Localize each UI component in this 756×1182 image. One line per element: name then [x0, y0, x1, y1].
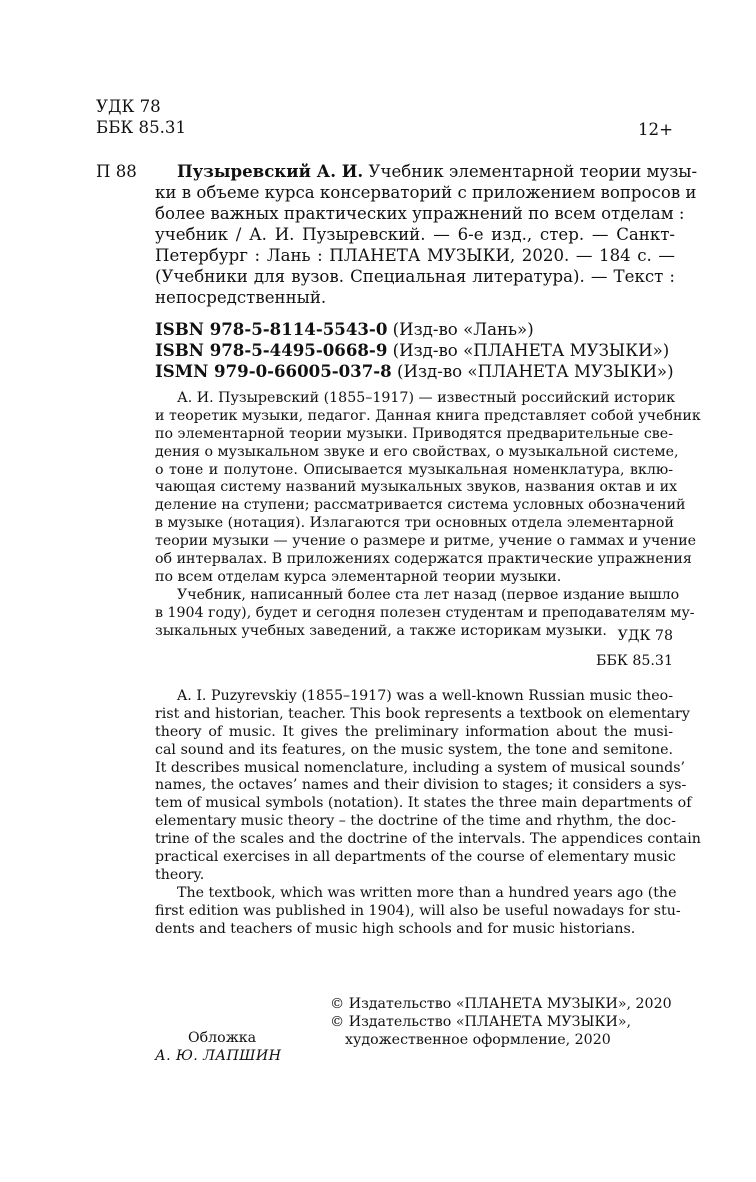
- catalog-author: Пузыревский А. И.: [177, 161, 364, 181]
- cover-label: Обложка: [188, 1030, 257, 1046]
- catalog-entry-line: (Учебники для вузов. Специальная литература). — Текст :: [155, 267, 675, 286]
- isbn-publisher: (Изд-во «Лань»): [387, 320, 534, 339]
- abstract-en-line: It describes musical nomenclature, including a system of musical sounds’: [155, 759, 685, 776]
- abstract-ru-line: в 1904 году), будет и сегодня полезен студентам и преподавателям му-: [155, 604, 695, 621]
- copyright-1: © Издательство «ПЛАНЕТА МУЗЫКИ», 2020: [330, 996, 672, 1012]
- abstract-ru-line: чающая систему названий музыкальных звуков, названия октав и их: [155, 479, 678, 496]
- abstract-ru-line: дения о музыкальном звуке и его свойствах, о музыкальной системе,: [155, 443, 679, 460]
- abstract-ru-line: по элементарной теории музыки. Приводятся предварительные све-: [155, 425, 673, 442]
- abstract-en-line: A. I. Puzyrevskiy (1855–1917) was a well-known Russian music theo-: [177, 688, 673, 704]
- catalog-entry-line: непосредственный.: [155, 288, 327, 307]
- abstract-ru-line: А. И. Пузыревский (1855–1917) — известный российский историк: [177, 390, 676, 406]
- udk-code: УДК 78: [96, 97, 161, 116]
- isbn-line: [155, 340, 674, 361]
- copyright-2-continued: художественное оформление, 2020: [345, 1032, 611, 1048]
- abstract-ru-line: об интервалах. В приложениях содержатся практические упражнения: [155, 551, 692, 568]
- abstract-en-line: cal sound and its features, on the music system, the tone and semitone.: [155, 741, 673, 758]
- ismn-line: [155, 361, 674, 382]
- abstract-bbk: ББК 85.31: [596, 653, 673, 669]
- ismn-publisher: (Изд-во «ПЛАНЕТА МУЗЫКИ»): [391, 362, 674, 381]
- abstract-ru-line: Учебник, написанный более ста лет назад (первое издание вышло: [177, 586, 680, 603]
- isbn-block: [155, 319, 674, 382]
- catalog-entry-line: более важных практических упражнений по всем отделам :: [155, 204, 685, 223]
- abstract-en-line: tem of musical symbols (notation). It states the three main departments of: [155, 795, 692, 812]
- abstract-en-line: trine of the scales and the doctrine of the intervals. The appendices contain: [155, 831, 701, 848]
- catalog-entry-line: [155, 161, 698, 182]
- abstract-en-line: first edition was published in 1904), will also be useful nowadays for stu-: [155, 902, 681, 919]
- cover-artist: А. Ю. ЛАПШИН: [155, 1048, 282, 1064]
- catalog-title-start: Учебник элементарной теории музы-: [363, 162, 698, 181]
- abstract-ru-line: о тоне и полутоне. Описывается музыкальная номенклатура, вклю-: [155, 461, 673, 478]
- abstract-en-line: theory.: [155, 866, 205, 883]
- abstract-ru-line: зыкальных учебных заведений, а также историкам музыки.: [155, 622, 607, 639]
- abstract-en-line: The textbook, which was written more than a hundred years ago (the: [177, 884, 677, 901]
- bbk-code: ББК 85.31: [96, 118, 187, 137]
- abstract-en-line: practical exercises in all departments of the course of elementary music: [155, 849, 676, 866]
- abstract-ru-line: в музыке (нотация). Излагаются три основных отдела элементарной: [155, 515, 674, 532]
- abstract-ru-line: и теоретик музыки, педагог. Данная книга представляет собой учебник: [155, 407, 701, 424]
- isbn-line: [155, 319, 674, 340]
- abstract-ru-line: по всем отделам курса элементарной теории музыки.: [155, 568, 562, 585]
- age-rating: 12+: [638, 120, 674, 139]
- abstract-en-line: dents and teachers of music high schools and for music historians.: [155, 920, 636, 937]
- catalog-entry-line: учебник / А. И. Пузыревский. — 6-е изд., стер. — Санкт-: [155, 225, 675, 244]
- catalog-entry-line: Петербург : Лань : ПЛАНЕТА МУЗЫКИ, 2020. — 184 с. —: [155, 246, 675, 265]
- catalog-entry-line: ки в объеме курса консерваторий с приложением вопросов и: [155, 183, 697, 202]
- abstract-en: [155, 688, 701, 938]
- abstract-ru-line: теории музыки — учение о размере и ритме, учение о гаммах и учение: [155, 533, 697, 550]
- isbn-publisher: (Изд-во «ПЛАНЕТА МУЗЫКИ»): [387, 341, 670, 360]
- abstract-udk: УДК 78: [617, 628, 673, 644]
- abstract-en-line: rist and historian, teacher. This book represents a textbook on elementary: [155, 705, 690, 722]
- abstract-ru: [155, 390, 701, 640]
- copyright-2: © Издательство «ПЛАНЕТА МУЗЫКИ»,: [330, 1014, 632, 1030]
- isbn-code: ISBN 978-5-8114-5543-0: [155, 319, 388, 339]
- abstract-en-line: names, the octaves’ names and their division to stages; it considers a sys-: [155, 777, 687, 794]
- abstract-en-line: elementary music theory – the doctrine of the time and rhythm, the doc-: [155, 813, 676, 830]
- ismn-code: ISMN 979-0-66005-037-8: [155, 361, 392, 381]
- abstract-en-line: theory of music. It gives the preliminary information about the musi-: [155, 723, 673, 740]
- isbn-code: ISBN 978-5-4495-0668-9: [155, 340, 388, 360]
- abstract-ru-line: деление на ступени; рассматривается система условных обозначений: [155, 497, 686, 514]
- catalog-entry: [155, 161, 698, 308]
- author-code: П 88: [96, 162, 137, 181]
